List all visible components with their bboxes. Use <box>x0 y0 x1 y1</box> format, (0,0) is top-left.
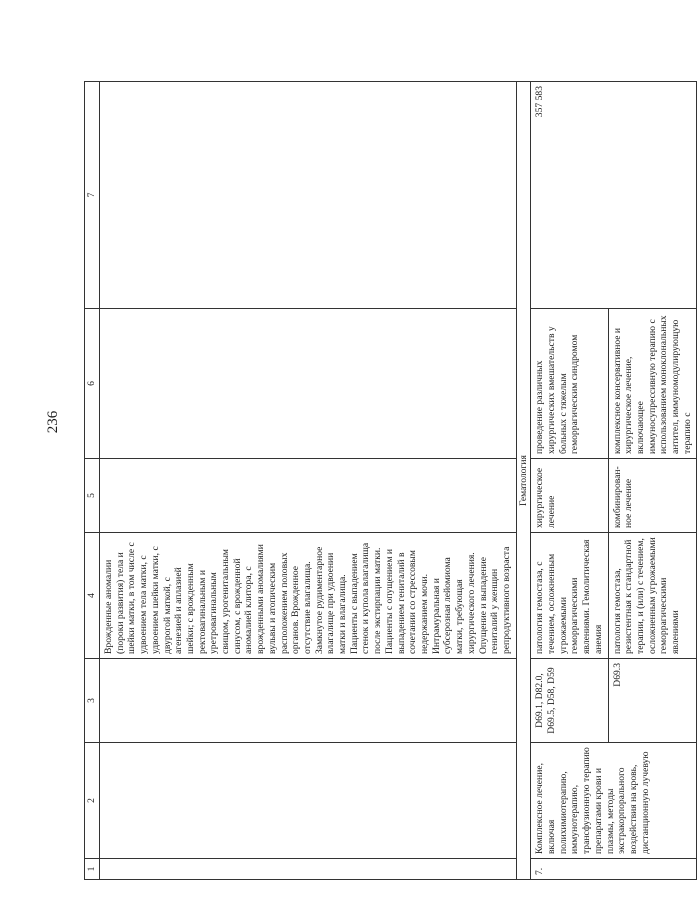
column-number: 7 <box>85 82 100 309</box>
item-name: Комплексное лечение, включая полихимиотерапию, иммунотерапию, трансфузионную терапию препаратами крови и плазмы, методы экстракорпорального воздействия на кровь, дистанционную лучевую <box>531 743 697 859</box>
rotated-table-page <box>84 82 693 880</box>
column-number-row <box>85 82 100 880</box>
continuation-row <box>100 82 517 880</box>
empty-cell <box>100 459 517 533</box>
icd-codes: D69.3 <box>608 659 697 743</box>
treatment-type: комбинирован-ное лечение <box>608 459 697 533</box>
section-row <box>516 82 531 880</box>
patient-model: патология гемостаза, с течением, осложненным угрожаемыми геморрагическими явлениями. Гемолитическая анемия <box>531 533 608 659</box>
treatment-method: комплексное консервативное и хирургическое лечение, включающее иммуносупрессивную терапию с использованием моноклональных антител, иммуномодулирующую терапию с <box>608 309 697 459</box>
empty-cell <box>100 309 517 459</box>
page-number: 236 <box>45 410 61 434</box>
empty-cell <box>100 82 517 309</box>
icd-codes: D69.1, D82.0, D69.5, D58, D59 <box>531 659 608 743</box>
column-number: 2 <box>85 743 100 859</box>
empty-cell <box>100 859 517 880</box>
treatment-table <box>84 81 697 880</box>
standard-cost: 357 583 <box>531 82 697 309</box>
treatment-type: хирургическое лечение <box>531 459 608 533</box>
column-number: 1 <box>85 859 100 880</box>
column-number: 4 <box>85 533 100 659</box>
column-number: 5 <box>85 459 100 533</box>
column-number: 3 <box>85 659 100 743</box>
section-title: Гематология <box>516 82 531 880</box>
disease-description: Врожденные аномалии (пороки развития) тела и шейки матки, в том числе с удвоением тела матки, с удвоением шейки матки, с двурогой маткой, с агенезией и аплазией шейки; с врожденным ректовагинальным и уретровагинальным свищом, урогенитальным синусом, с врожденной аномалией клитора, с врожденными аномалиями вульвы и атопическим расположением половых органов. Врожденное отсутствие влагалища. Замкнутое рудиментарное влагалище при удвоении матки и влагалища. Пациенты с выпадением стенок и купола влагалища после экстирпации матки. Пациенты с опущением и выпадением гениталий в сочетании со стрессовым недержанием мочи. Интрамуральная и субсерозная лейомиома матки, требующая хирургического лечения. Опущение и выпадение гениталий у женщин репродуктивного возраста <box>100 533 517 659</box>
empty-cell <box>100 743 517 859</box>
treatment-method: проведение различных хирургических вмешательств у больных с тяжелым геморрагическим синдромом <box>531 309 608 459</box>
patient-model: патология гемостаза, резистентная к стандартной терапии, и (или) с течением, осложненным угрожаемыми геморрагическими явлениями <box>608 533 697 659</box>
item-number: 7. <box>531 859 697 880</box>
column-number: 6 <box>85 309 100 459</box>
empty-cell <box>100 659 517 743</box>
table-row <box>531 82 608 880</box>
